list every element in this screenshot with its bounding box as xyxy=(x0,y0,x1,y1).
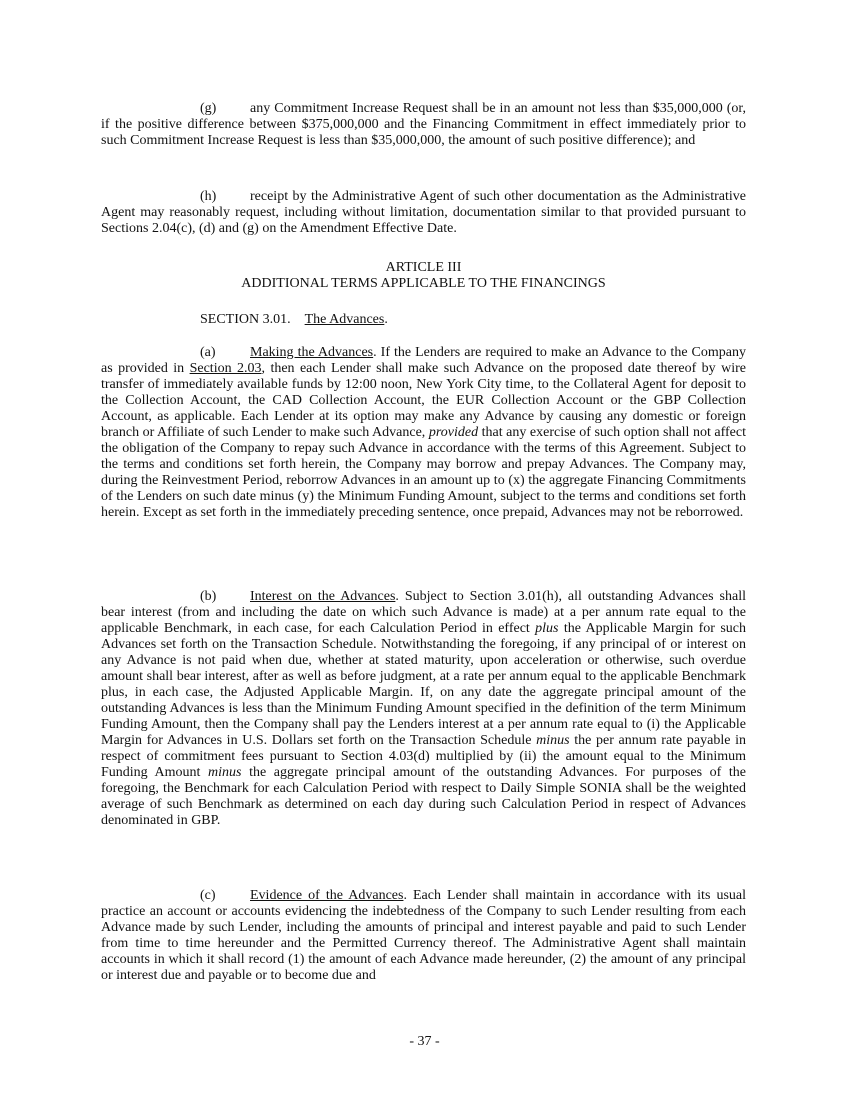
italic-term: provided xyxy=(428,425,479,440)
paragraph-heading: Evidence of the Advances xyxy=(250,888,404,903)
article-heading xyxy=(101,260,746,292)
paragraph-marker: (a) xyxy=(200,345,216,360)
paragraph-marker: (c) xyxy=(200,888,216,903)
paragraph-b: (b) Interest on the Advances. Subject to Section 3.01(h), all outstanding Advances shall bear interest (from and including the date on which such Advance is made) at a per annum rate equal to the applicable Benchmark, in each case, for each Calculation Period in effect plus the Applicable Margin for such Advances set forth on the Transaction Schedule. Notwithstanding the foregoing, if any principal of or interest on any Advance is not paid when due, whether at stated maturity, upon acceleration or otherwise, such overdue amount shall bear interest, after as well as before judgment, at a rate per annum equal to the applicable Benchmark plus, in each case, the Adjusted Applicable Margin. If, on any date the aggregate principal amount of the outstanding Advances is less than the Minimum Funding Amount specified in the definition of the term Minimum Funding Amount, then the Company shall pay the Lenders interest at a per annum rate equal to (i) the Applicable Margin for Advances in U.S. Dollars set forth on the Transaction Schedule minus the per annum rate payable in respect of commitment fees pursuant to Section 4.03(d) multiplied by (ii) the amount equal to the Minimum Funding Amount minus the aggregate principal amount of the outstanding Advances. For purposes of the foregoing, the Benchmark for each Calculation Period with respect to Daily Simple SONIA shall be the weighted average of such Benchmark as determined on each day during such Calculation Period in respect of Advances denominated in GBP. xyxy=(101,589,747,828)
paragraph-g xyxy=(101,101,746,149)
section-heading: SECTION 3.01. The Advances. xyxy=(200,312,388,327)
section-title: The Advances xyxy=(304,312,385,327)
italic-term: minus xyxy=(208,765,242,780)
paragraph-text: receipt by the Administrative Agent of such other documentation as the Administrative Agent may reasonably request, including without limitation, documentation similar to that provided pursuant to Sections 2.04(c), (d) and (g) on the Amendment Effective Date. xyxy=(101,189,746,236)
article-number: ARTICLE III xyxy=(385,260,462,275)
paragraph-marker: (h) xyxy=(200,189,217,204)
italic-term: minus xyxy=(536,733,570,748)
section-reference-link: Section 2.03 xyxy=(189,361,262,376)
paragraph-a: (a) Making the Advances. If the Lenders are required to make an Advance to the Company as provided in Section 2.03, then each Lender shall make such Advance on the proposed date thereof by wire transfer of immediately available funds by 12:00 noon, New York City time, to the Collateral Agent for deposit to the Collection Account, the CAD Collection Account, the EUR Collection Account or the GBP Collection Account, as applicable. Each Lender at its option may make any Advance by causing any domestic or foreign branch or Affiliate of such Lender to make such Advance, provided that any exercise of such option shall not affect the obligation of the Company to repay such Advance in accordance with the terms of this Agreement. Subject to the terms and conditions set forth herein, the Company may borrow and prepay Advances. The Company may, during the Reinvestment Period, reborrow Advances in an amount up to (x) the aggregate Financing Commitments of the Lenders on such date minus (y) the Minimum Funding Amount, subject to the terms and conditions set forth herein. Except as set forth in the immediately preceding sentence, once prepaid, Advances may not be reborrowed. xyxy=(101,345,746,520)
page-number: - 37 - xyxy=(409,1034,440,1049)
italic-term: plus xyxy=(535,621,559,636)
paragraph-marker: (b) xyxy=(200,589,217,604)
paragraph-text: any Commitment Increase Request shall be in an amount not less than $35,000,000 (or, if the positive difference between $375,000,000 and the Financing Commitment in effect immediately prior to such Commitment Increase Request is less than $35,000,000, the amount of such positive difference); and xyxy=(101,101,746,148)
paragraph-heading: Interest on the Advances xyxy=(250,589,396,604)
paragraph-heading: Making the Advances xyxy=(250,345,374,360)
section-label: SECTION 3.01. xyxy=(200,312,291,327)
paragraph-marker: (g) xyxy=(200,101,217,116)
paragraph-c: (c) Evidence of the Advances. Each Lender shall maintain in accordance with its usual practice an account or accounts evidencing the indebtedness of the Company to such Lender resulting from each Advance made by such Lender, including the amounts of principal and interest payable and paid to such Lender from time to time hereunder and the Permitted Currency thereof. The Administrative Agent shall maintain accounts in which it shall record (1) the amount of each Advance made hereunder, (2) the amount of any principal or interest due and payable or to become due and xyxy=(101,888,746,983)
paragraph-h xyxy=(101,189,746,237)
article-title: ADDITIONAL TERMS APPLICABLE TO THE FINANCINGS xyxy=(241,276,606,291)
